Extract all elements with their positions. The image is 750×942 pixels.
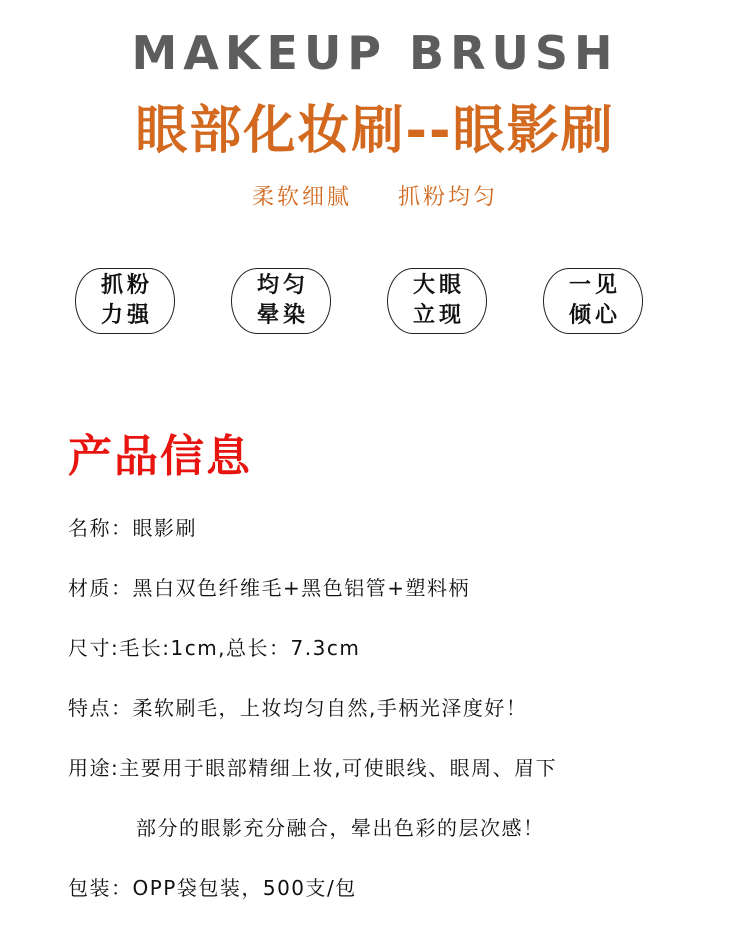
- badge-4-line2: 倾心: [568, 303, 621, 328]
- badge-3: [387, 268, 487, 334]
- badge-3-line1: 大眼: [412, 273, 465, 298]
- subtitle-right: 抓粉均匀: [398, 185, 499, 210]
- badge-2-line1: 均匀: [256, 273, 309, 298]
- title-chinese: 眼部化妆刷--眼影刷: [135, 101, 615, 161]
- section-title: 产品信息: [68, 431, 252, 482]
- info-packaging: 包装：OPP袋包装，500支/包: [68, 876, 357, 900]
- badge-2-line2: 晕染: [256, 303, 309, 328]
- badge-3-line2: 立现: [412, 303, 465, 328]
- subtitle-left: 柔软细腻: [251, 185, 352, 210]
- subtitle: [0, 180, 750, 211]
- info-usage-line2: 部分的眼影充分融合，晕出色彩的层次感！: [136, 816, 545, 840]
- feature-badges: [0, 268, 750, 338]
- badge-4: [543, 268, 643, 334]
- info-material: 材质：黑白双色纤维毛+黑色铝管+塑料柄: [68, 576, 471, 600]
- info-features: 特点：柔软刷毛，上妆均匀自然,手柄光泽度好！: [68, 696, 528, 720]
- info-size: 尺寸:毛长:1cm,总长：7.3cm: [68, 636, 361, 660]
- info-usage-line1: 用途:主要用于眼部精细上妆,可使眼线、眼周、眉下: [68, 756, 558, 780]
- badge-1: [75, 268, 175, 334]
- title-english: MAKEUP BRUSH: [131, 26, 619, 80]
- info-name: 名称：眼影刷: [68, 516, 197, 540]
- badge-4-line1: 一见: [568, 273, 621, 298]
- badge-2: [231, 268, 331, 334]
- badge-1-line2: 力强: [100, 303, 153, 328]
- badge-1-line1: 抓粉: [100, 273, 153, 298]
